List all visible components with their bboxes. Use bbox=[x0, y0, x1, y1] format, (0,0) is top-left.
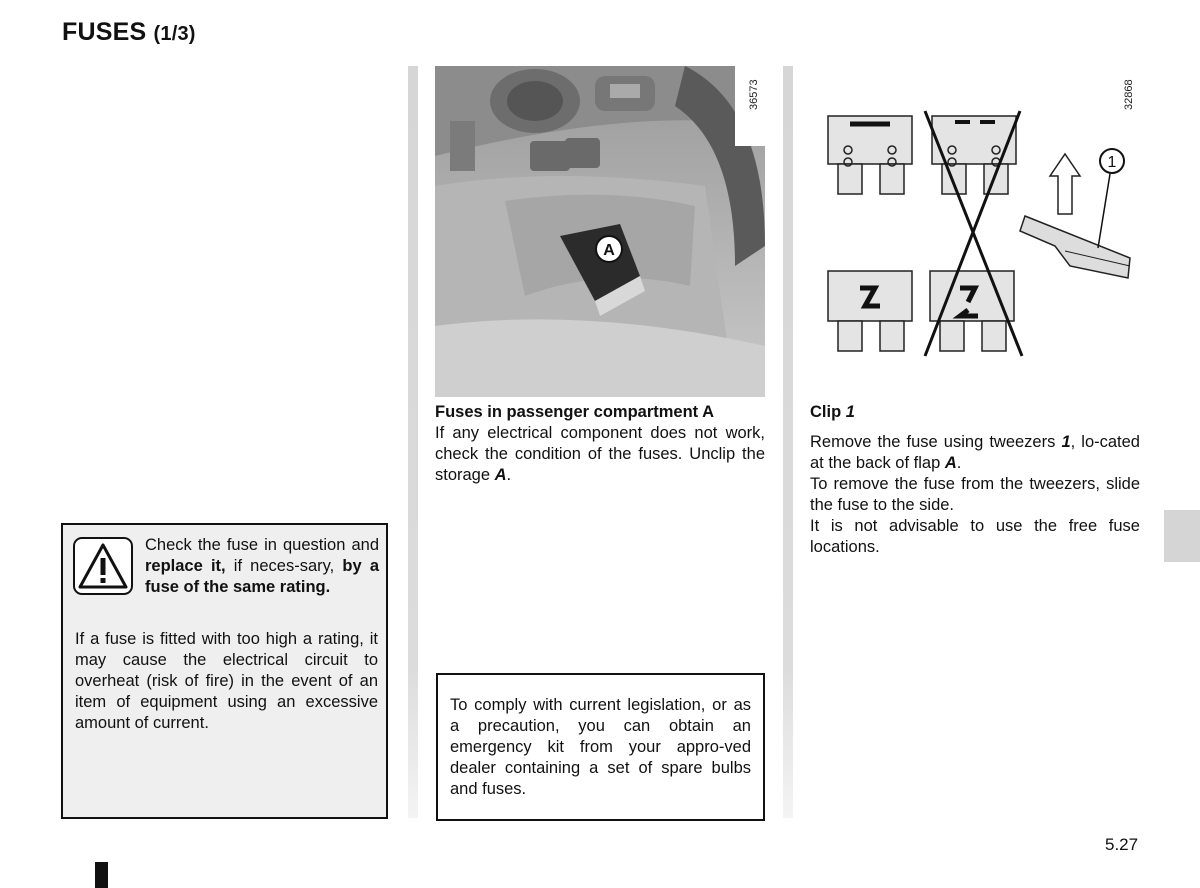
warning-bold-a: replace it, bbox=[145, 557, 226, 575]
right-text bbox=[810, 402, 1140, 558]
right-p1-c: . bbox=[956, 454, 962, 472]
right-heading-ref: 1 bbox=[845, 403, 855, 421]
middle-text bbox=[435, 402, 765, 486]
warning-heading bbox=[145, 535, 379, 598]
warning-box bbox=[61, 523, 388, 819]
drawing-callout-1: 1 bbox=[1107, 154, 1117, 171]
right-p1-ref2: A bbox=[944, 454, 957, 472]
note-text: To comply with current legislation, or as a precaution, you can obtain an emergency kit from your appro-ved dealer containing a set of spare bulbs and fuses. bbox=[450, 696, 751, 798]
photo-callout-a: A bbox=[603, 242, 615, 259]
right-para-1 bbox=[810, 432, 1140, 474]
warning-line-a: Check the fuse in question and bbox=[145, 536, 379, 554]
column-divider-left bbox=[408, 66, 418, 818]
page-title bbox=[62, 18, 196, 47]
middle-body-ref: A bbox=[494, 466, 507, 484]
middle-body bbox=[435, 423, 765, 486]
right-heading bbox=[810, 402, 1140, 423]
warning-body: If a fuse is fitted with too high a rating, it may cause the electrical circuit to overheat (risk of fire) in the event of an item of equipment using an excessive amount of current. bbox=[75, 630, 378, 732]
photo-ref-code: 36573 bbox=[748, 79, 760, 110]
section-tab bbox=[1164, 510, 1200, 562]
title-text: FUSES bbox=[62, 18, 147, 46]
warning-triangle-icon bbox=[73, 537, 133, 595]
warning-line-b: if neces-sary, bbox=[225, 557, 343, 575]
page-number: 5.27 bbox=[1105, 835, 1139, 854]
right-p1-a: Remove the fuse using tweezers bbox=[810, 433, 1062, 451]
dashboard-photo bbox=[435, 66, 765, 397]
middle-body-end: . bbox=[506, 466, 512, 484]
right-para-2: To remove the fuse from the tweezers, slide the fuse to the side. bbox=[810, 475, 1140, 514]
corner-mark bbox=[95, 862, 108, 888]
column-divider-right bbox=[783, 66, 793, 818]
middle-body-text: If any electrical component does not work, check the condition of the fuses. Unclip the storage bbox=[435, 424, 765, 484]
right-heading-text: Clip bbox=[810, 403, 846, 421]
note-box bbox=[436, 673, 765, 821]
right-p1-b: , lo-cated at the back of flap bbox=[810, 433, 1140, 472]
warning-bold-b: by a fuse of the same rating. bbox=[145, 557, 379, 596]
drawing-ref-code: 32868 bbox=[1123, 79, 1135, 110]
title-part: (1/3) bbox=[153, 23, 196, 45]
middle-heading: Fuses in passenger compartment A bbox=[435, 403, 715, 421]
right-p1-ref1: 1 bbox=[1061, 433, 1071, 451]
fuse-diagram bbox=[810, 66, 1140, 366]
right-para-3: It is not advisable to use the free fuse locations. bbox=[810, 517, 1140, 556]
